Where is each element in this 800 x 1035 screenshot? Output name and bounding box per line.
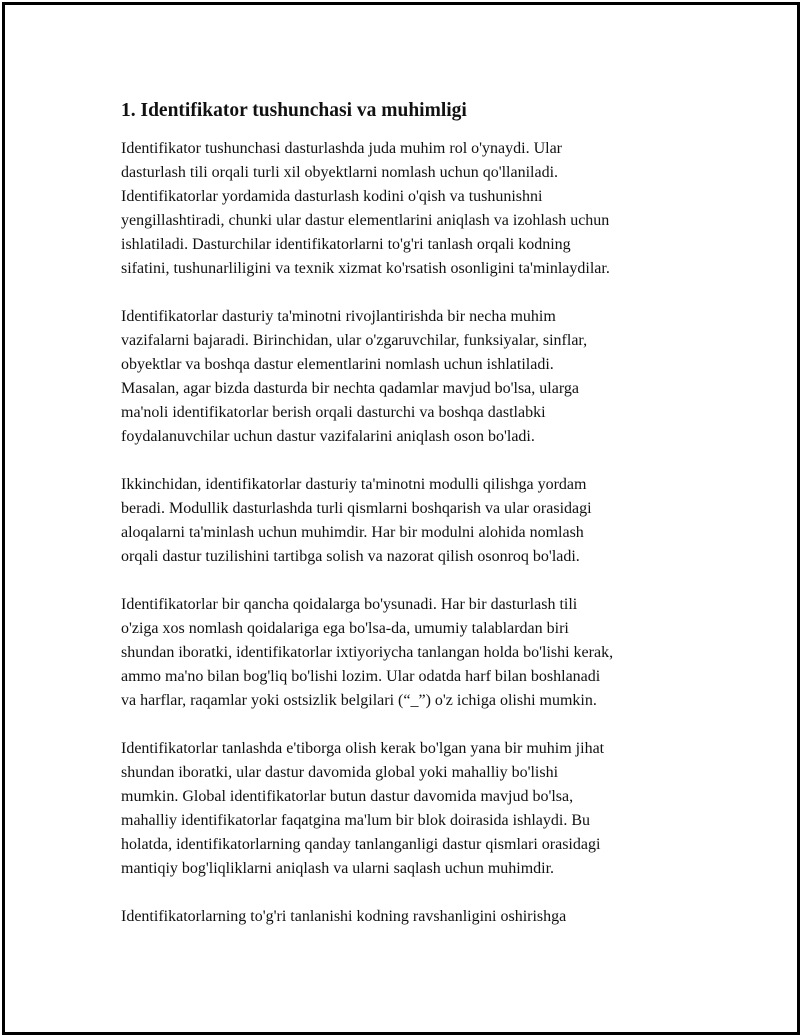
paragraph-line: mantiqiy bog'liqliklarni aniqlash va ularni saqlash uchun muhimdir. xyxy=(121,860,555,877)
paragraph-1 xyxy=(121,137,699,281)
paragraph-line: aloqalarni ta'minlash uchun muhimdir. Har bir modulni alohida nomlash xyxy=(121,524,584,541)
paragraph-3 xyxy=(121,473,699,569)
paragraph-line: ishlatiladi. Dasturchilar identifikatorlarni to'g'ri tanlash orqali kodning xyxy=(121,236,571,253)
paragraph-line: sifatini, tushunarliligini va texnik xizmat ko'rsatish osonligini ta'minlaydilar. xyxy=(121,260,610,277)
paragraph-line: Identifikatorlarning to'g'ri tanlanishi kodning ravshanligini oshirishga xyxy=(121,908,567,925)
paragraph-line: ammo ma'no bilan bog'liq bo'lishi lozim. Ular odatda harf bilan boshlanadi xyxy=(121,668,601,685)
paragraph-4 xyxy=(121,593,699,713)
paragraph-5 xyxy=(121,737,699,881)
paragraph-6 xyxy=(121,905,699,929)
paragraph-2 xyxy=(121,305,699,449)
paragraph-line: shundan iboratki, ular dastur davomida global yoki mahalliy bo'lishi xyxy=(121,764,559,781)
section-heading: 1. Identifikator tushunchasi va muhimligi xyxy=(121,100,467,121)
paragraph-line: shundan iboratki, identifikatorlar ixtiyoriycha tanlangan holda bo'lishi kerak, xyxy=(121,644,614,661)
document-body xyxy=(121,97,699,953)
document-page xyxy=(2,2,800,1035)
paragraph-line: Identifikatorlar tanlashda e'tiborga olish kerak bo'lgan yana bir muhim jihat xyxy=(121,740,605,757)
paragraph-line: Identifikator tushunchasi dasturlashda juda muhim rol o'ynaydi. Ular xyxy=(121,140,563,157)
paragraph-line: dasturlash tili orqali turli xil obyektlarni nomlash uchun qo'llaniladi. xyxy=(121,164,559,181)
paragraph-line: Masalan, agar bizda dasturda bir nechta qadamlar mavjud bo'lsa, ularga xyxy=(121,380,579,397)
paragraph-line: foydalanuvchilar uchun dastur vazifalarini aniqlash oson bo'ladi. xyxy=(121,428,535,445)
paragraph-line: Ikkinchidan, identifikatorlar dasturiy ta'minotni modulli qilishga yordam xyxy=(121,476,587,493)
paragraph-line: Identifikatorlar dasturiy ta'minotni rivojlantirishda bir necha muhim xyxy=(121,308,556,325)
paragraph-line: mahalliy identifikatorlar faqatgina ma'lum bir blok doirasida ishlaydi. Bu xyxy=(121,812,590,829)
paragraph-line: ma'noli identifikatorlar berish orqali dasturchi va boshqa dastlabki xyxy=(121,404,546,421)
paragraph-line: orqali dastur tuzilishini tartibga solish va nazorat qilish osonroq bo'ladi. xyxy=(121,548,580,565)
paragraph-line: o'ziga xos nomlash qoidalariga ega bo'lsa-da, umumiy talablardan biri xyxy=(121,620,569,637)
paragraph-line: obyektlar va boshqa dastur elementlarini nomlash uchun ishlatiladi. xyxy=(121,356,554,373)
paragraph-line: beradi. Modullik dasturlashda turli qismlarni boshqarish va ular orasidagi xyxy=(121,500,592,517)
paragraph-line: va harflar, raqamlar yoki ostsizlik belgilari (“_”) o'z ichiga olishi mumkin. xyxy=(121,692,597,709)
paragraph-line: yengillashtiradi, chunki ular dastur elementlarini aniqlash va izohlash uchun xyxy=(121,212,610,229)
paragraph-line: mumkin. Global identifikatorlar butun dastur davomida mavjud bo'lsa, xyxy=(121,788,574,805)
paragraph-line: Identifikatorlar yordamida dasturlash kodini o'qish va tushunishni xyxy=(121,188,543,205)
paragraph-line: holatda, identifikatorlarning qanday tanlanganligi dastur qismlari orasidagi xyxy=(121,836,601,853)
paragraph-line: vazifalarni bajaradi. Birinchidan, ular o'zgaruvchilar, funksiyalar, sinflar, xyxy=(121,332,588,349)
paragraph-line: Identifikatorlar bir qancha qoidalarga bo'ysunadi. Har bir dasturlash tili xyxy=(121,596,578,613)
